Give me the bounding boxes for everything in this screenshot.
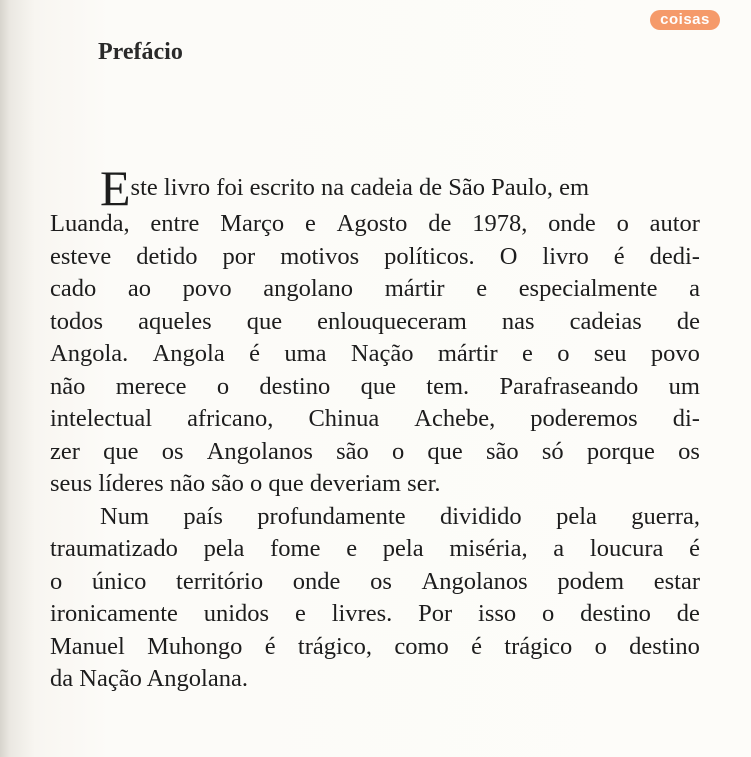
word: Luanda, — [50, 210, 130, 237]
text-line — [50, 208, 700, 241]
word: Achebe, — [414, 405, 496, 432]
word: é — [471, 632, 482, 660]
word: angolano — [263, 275, 354, 302]
word: zer — [50, 437, 80, 465]
word: traumatizado — [50, 535, 178, 562]
word: país — [183, 502, 223, 530]
word: enlouqueceram — [317, 307, 467, 335]
word: os — [370, 567, 392, 595]
word: todos — [50, 307, 104, 335]
text-line — [50, 403, 700, 436]
word: o — [594, 632, 607, 660]
word: que — [427, 437, 463, 465]
word: intelectual — [50, 405, 153, 432]
word: a — [689, 275, 700, 302]
word: e — [304, 210, 316, 237]
word: que — [103, 437, 139, 465]
word: trágico, — [297, 632, 373, 660]
text-line — [50, 273, 700, 306]
word: são — [485, 437, 519, 465]
word: o — [391, 437, 405, 465]
word: 1978, — [472, 210, 528, 237]
text-line — [50, 598, 700, 631]
word: Angolanos — [206, 437, 313, 465]
word: livro — [542, 242, 589, 270]
word: seus líderes não são o que deveriam ser. — [50, 470, 441, 497]
word: nas — [501, 307, 535, 335]
paragraph-1 — [50, 208, 700, 501]
word: a — [553, 535, 565, 562]
word: dedi- — [649, 242, 700, 270]
word: por — [222, 242, 256, 270]
text-line — [50, 160, 700, 216]
word: dividido — [440, 502, 522, 530]
word: Parafraseando — [499, 372, 639, 400]
word: Muhongo — [147, 632, 243, 660]
word: poderemos — [530, 405, 638, 432]
word: de — [676, 600, 700, 627]
word: destino — [259, 372, 331, 400]
word: africano, — [187, 405, 274, 432]
word: e — [294, 600, 306, 627]
word: pela — [382, 535, 424, 562]
word: cadeias — [569, 307, 642, 335]
word: o — [557, 340, 570, 367]
word: povo — [182, 275, 232, 302]
word: guerra, — [631, 502, 700, 530]
text-line — [50, 371, 700, 404]
word: isso — [478, 600, 517, 627]
text-line — [50, 533, 700, 566]
word: autor — [649, 210, 700, 237]
text-line — [50, 501, 700, 534]
word: e — [346, 535, 358, 562]
text-line — [50, 338, 700, 371]
word: território — [176, 567, 264, 595]
word: tem. — [426, 372, 470, 400]
word: políticos. — [384, 242, 475, 270]
word: merece — [115, 372, 187, 400]
word: ste livro foi escrito na cadeia de São Paulo, em — [130, 174, 590, 201]
word: livres. — [331, 600, 393, 627]
word: os — [161, 437, 184, 465]
word: entre — [150, 210, 200, 237]
word: ironicamente — [50, 600, 178, 627]
word: esteve — [50, 242, 112, 270]
preface-body — [50, 160, 700, 696]
word: de — [676, 307, 700, 335]
word: os — [678, 437, 700, 465]
word: que — [360, 372, 396, 400]
text-line — [50, 306, 700, 339]
text-line — [50, 663, 700, 696]
word: O — [499, 242, 518, 270]
word: e — [522, 340, 533, 367]
page-title: Prefácio — [98, 39, 183, 65]
word: aqueles — [138, 307, 212, 335]
word: são — [336, 437, 369, 465]
text-line — [50, 436, 700, 469]
word: detido — [136, 242, 198, 270]
word: e — [476, 275, 488, 302]
word: onde — [548, 210, 596, 237]
word: o — [50, 567, 63, 595]
word: um — [668, 372, 700, 400]
word: só — [541, 437, 564, 465]
word: o — [616, 210, 629, 237]
word: estar — [653, 567, 700, 595]
word: Chinua — [308, 405, 380, 432]
word: de — [428, 210, 452, 237]
word: motivos — [280, 242, 360, 270]
watermark-logo: coisas — [650, 10, 720, 30]
word: povo — [650, 340, 700, 367]
word: como — [394, 632, 449, 660]
word: onde — [292, 567, 341, 595]
word: pela — [203, 535, 245, 562]
paragraph-2 — [50, 501, 700, 696]
text-line — [50, 468, 700, 501]
word: que — [246, 307, 283, 335]
word: ao — [127, 275, 151, 302]
word: destino — [629, 632, 700, 660]
word: fome — [270, 535, 321, 562]
word: o — [542, 600, 555, 627]
word: Agosto — [336, 210, 408, 237]
word: mártir — [437, 340, 498, 367]
word: porque — [586, 437, 655, 465]
word: uma — [284, 340, 327, 367]
word: o — [216, 372, 230, 400]
text-line — [50, 631, 700, 664]
word: mártir — [384, 275, 445, 302]
word: não — [50, 372, 86, 400]
word: único — [91, 567, 147, 595]
word: é — [689, 535, 700, 562]
word: unidos — [203, 600, 270, 627]
word: podem — [557, 567, 625, 595]
word: Num — [100, 502, 149, 530]
word: loucura — [589, 535, 664, 562]
word: profundamente — [257, 502, 406, 530]
word: é — [613, 242, 625, 270]
word: Por — [418, 600, 453, 627]
drop-cap: E — [100, 160, 131, 216]
word: pela — [556, 502, 597, 530]
word: destino — [580, 600, 651, 627]
word: seu — [593, 340, 627, 367]
word: Angola — [152, 340, 225, 367]
word: é — [264, 632, 276, 660]
text-line — [50, 566, 700, 599]
word: é — [249, 340, 260, 367]
word: cado — [50, 275, 97, 302]
word: Angolanos — [421, 567, 528, 595]
word: da Nação Angolana. — [50, 665, 248, 692]
word: trágico — [504, 632, 573, 660]
word: Março — [220, 210, 285, 237]
word: Angola. — [50, 340, 129, 367]
word: Manuel — [50, 632, 125, 660]
word: Nação — [350, 340, 414, 367]
word: especialmente — [518, 275, 658, 302]
word: miséria, — [449, 535, 528, 562]
text-line — [50, 241, 700, 274]
word: di- — [672, 405, 700, 432]
